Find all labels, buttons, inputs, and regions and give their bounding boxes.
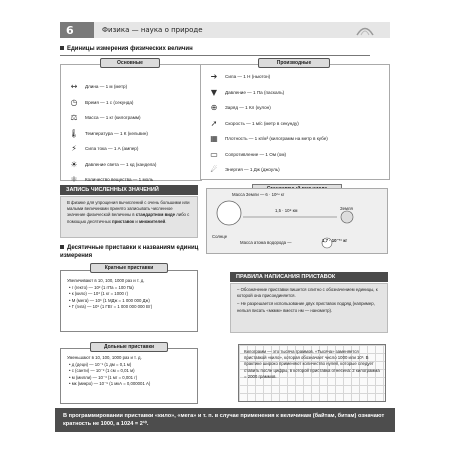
unit-text: Сила тока — 1 А (ампер) [85,146,139,152]
unit-text: Давление света — 1 кд (кандела) [85,161,157,167]
ruler-icon: ↔ [70,82,78,92]
basic-units-box [60,64,202,185]
clock-icon: ◷ [70,97,78,107]
unit-text: Масса — 1 кг (килограмм) [85,115,141,121]
basic-units-label: Основные [100,58,160,68]
rule-item: – Не разрешается использование двух приставок подряд (например, нельзя писать «мкмм» вместо нм — нанометр). [237,301,375,313]
fraction-prefix-item: • мк (микро) — 10⁻⁶ (1 мкА = 0,000001 А) [69,380,151,386]
unit-row [69,79,201,95]
fraction-prefix-item: • д (деци) — 10⁻¹ (1 дм = 0,1 м) [69,362,132,368]
page-header-title: Физика — наука о природе [94,22,390,38]
unit-text: Сила — 1 Н (ньютон) [225,74,271,80]
earth-mass-label: Масса Земли — 6 · 10²⁴ кг [232,192,285,197]
unit-row [209,162,389,178]
section-divider [60,55,370,56]
unit-row [69,141,201,157]
sun-label: Солнце [212,234,228,239]
pressure-icon: ▼ [210,87,218,97]
earth-label: Земля [340,206,353,211]
sun-icon [217,201,241,225]
corner-ornament-icon [355,24,375,36]
units-section-title: Единицы измерения физических величин [60,46,193,52]
unit-text: Длина — 1 м (метр) [85,84,128,90]
unit-row [69,157,201,173]
unit-text: Сопротивление — 1 Ом (ом) [225,151,287,157]
record-title: ЗАПИСЬ ЧИСЛЕННЫХ ЗНАЧЕНИЙ [60,185,198,195]
unit-text: Время — 1 с (секунда) [85,99,134,105]
density-icon: ▦ [210,134,218,144]
kilogram-note: Килограмм — это тысяча граммов. «Тысяча» заменяется приставкой «кило», которая обозначает число 1000 или 10³. В практике широко применяют количество нулей, которые следует ставить после цифры, в которой приставка отнесена: 2 килограмма = 2000 граммов. [238,344,386,402]
molecule-icon: ⚛ [70,175,78,185]
unit-text: Скорость — 1 м/с (метр в секунду) [225,120,299,126]
unit-row [209,116,389,132]
multiple-prefix-item: • Г (гига) — 10⁹ (1 ГВт = 1 000 000 000 Вт) [69,303,153,309]
speed-icon: ➚ [210,118,218,128]
unit-text: Температура — 1 К (кельвин) [85,130,148,136]
unit-text: Заряд — 1 Кл (кулон) [225,105,271,111]
page-header [60,22,390,38]
derived-units-label: Производные [258,58,330,68]
unit-row [209,85,389,101]
multiple-prefix-item: • г (гекто) — 10² (1 гПа = 100 Па) [69,285,134,291]
unit-row [209,147,389,163]
fraction-prefixes-box [60,348,198,404]
unit-text: Давление — 1 Па (паскаль) [225,89,285,95]
lamp-icon: ☀ [70,159,78,169]
prefixes-section-title: Десятичные приставки к названиям единиц измерения [60,244,210,260]
record-text: В физике для упрощения вычислений с очень большими или малыми величинами принято записывать численное значение физической величины в стандартном виде либо с помощью десятичных приставок и множителей. [60,196,198,238]
unit-row [69,126,201,142]
derived-units-box [200,64,390,180]
hydrogen-mass-value: 1,7 · 10⁻²⁷ кг [322,238,348,243]
unit-row [209,100,389,116]
fraction-prefixes-intro: Уменьшают в 10, 100, 1000 раз и т. д. [67,355,142,360]
multiple-prefixes-label: Кратные приставки [90,263,168,273]
footer-note: В программировании приставки «кило», «мега» и т. п. в случае применения к величинам (байтам, битам) означают кратность не 1000, а 1024 = 2¹⁰. [55,408,395,432]
multiple-prefixes-intro: Увеличивают в 10, 100, 1000 раз и т. д. [67,278,145,283]
unit-row [209,69,389,85]
multiple-prefix-item: • М (мега) — 10⁶ (1 МДж = 1 000 000 Дж) [69,297,150,303]
earth-icon [341,211,353,223]
unit-row [69,110,201,126]
fraction-prefix-item: • с (санти) — 10⁻² (1 см = 0,01 м) [69,368,135,374]
energy-icon: ☄ [210,165,218,175]
unit-text: Энергия — 1 Дж (джоуль) [225,167,280,173]
unit-row [69,95,201,111]
multiple-prefix-item: • к (кило) — 10³ (1 кг = 1000 г) [69,291,129,297]
page-number: 6 [60,22,94,38]
fraction-prefix-item: • м (милли) — 10⁻³ (1 мг = 0,001 г) [69,374,138,380]
rules-box [230,283,388,333]
charge-icon: ⊕ [210,103,218,113]
distance-label: 1,5 · 10⁸ км [275,208,298,213]
rule-item: – Обозначение приставки пишется слитно с обозначением единицы, к которой она присоединяется. [237,287,378,299]
thermometer-icon: 🌡 [68,128,80,138]
rules-title: ПРАВИЛА НАПИСАНИЯ ПРИСТАВОК [230,272,388,282]
multiple-prefixes-box [60,270,198,332]
hydrogen-mass-label: Масса атома водорода — [240,240,292,245]
unit-text: Количество вещества — 1 моль [85,177,154,183]
sun-earth-illustration [207,189,389,255]
unit-text: Плотность — 1 кг/м³ (килограмм на метр в кубе) [225,136,328,142]
unit-row [209,131,389,147]
force-icon: ➔ [210,72,218,82]
weight-icon: ⚖ [70,113,78,123]
current-icon: ⚡ [71,144,77,154]
fraction-prefixes-label: Дольные приставки [90,342,168,352]
resistor-icon: ▭ [210,149,218,159]
